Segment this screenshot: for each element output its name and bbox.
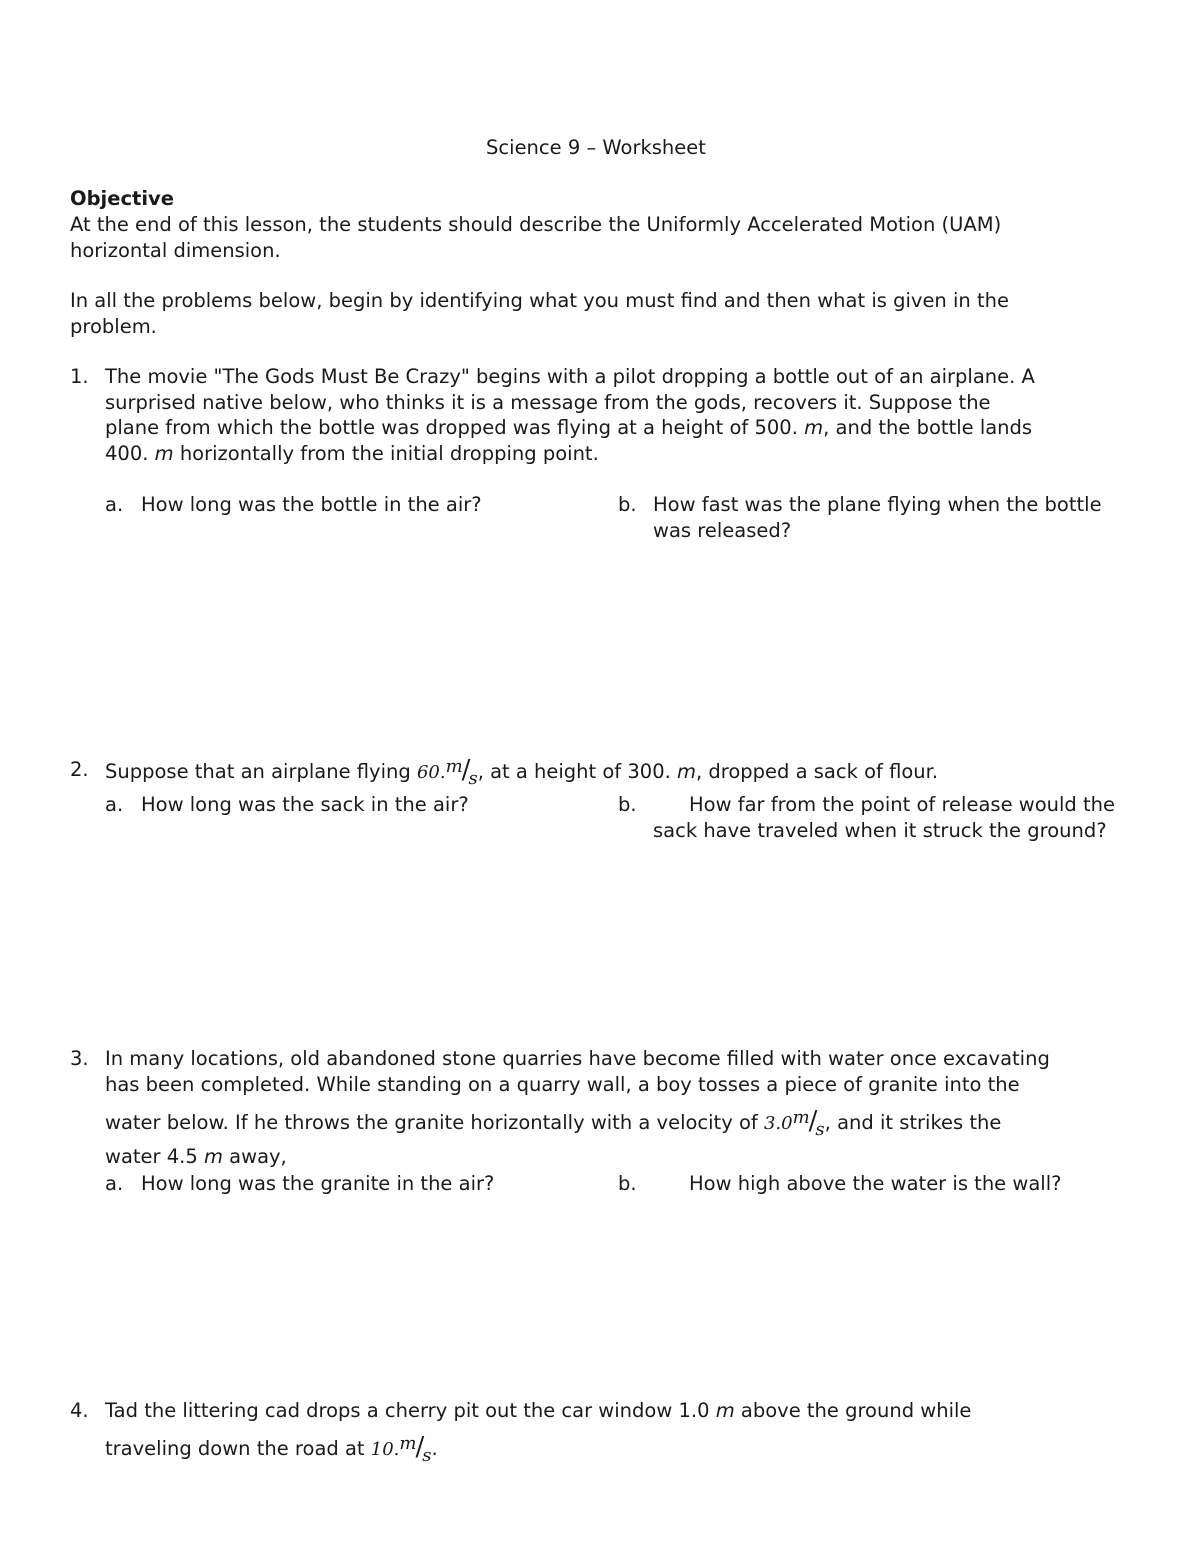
speed-value [763, 1106, 825, 1140]
unit-numerator: m [792, 1107, 810, 1128]
instructions-line-1: In all the problems below, begin by identifying what you must find and then what is given in the [70, 289, 1009, 312]
text: Suppose that an airplane flying [105, 760, 417, 783]
question-1-line-3 [105, 415, 1165, 441]
fraction-slash: / [808, 1106, 818, 1136]
number: 60. [416, 762, 446, 783]
unit-denominator: s [422, 1445, 432, 1466]
speed-value [370, 1432, 432, 1466]
text: . [431, 1437, 438, 1460]
sub-question-label: a. [105, 1172, 124, 1195]
objective-line-1: At the end of this lesson, the students should describe the Uniformly Accelerated Motion (UAM) [70, 213, 1002, 236]
question-4-line-1 [105, 1398, 1165, 1424]
question-3b-text: How high above the water is the wall? [689, 1172, 1062, 1195]
question-3-line-1: In many locations, old abandoned stone quarries have become filled with water once excavating [105, 1047, 1050, 1070]
unit: m [677, 760, 696, 783]
question-3-line-2: has been completed. While standing on a quarry wall, a boy tosses a piece of granite into the [105, 1073, 1020, 1096]
question-number: 1. [70, 365, 89, 388]
sub-question-label: a. [105, 493, 124, 516]
question-2a-text: How long was the sack in the air? [141, 793, 469, 816]
question-2b-line-1: How far from the point of release would the [689, 793, 1116, 816]
unit: m [203, 1145, 223, 1168]
number: 3.0 [763, 1113, 793, 1134]
text: , at a height of 300. [477, 760, 677, 783]
question-1-line-1: The movie "The Gods Must Be Crazy" begins with a pilot dropping a bottle out of an airplane. A [105, 365, 1035, 388]
question-3-line-3 [105, 1106, 1165, 1140]
unit: m [154, 442, 174, 465]
text: , dropped a sack of flour. [696, 760, 939, 783]
sub-question-label: b. [618, 1172, 637, 1195]
sub-question-label: b. [618, 493, 637, 516]
page-title: Science 9 – Worksheet [486, 136, 706, 159]
sub-question-label: a. [105, 793, 124, 816]
fraction-slash: / [415, 1432, 425, 1462]
text: above the ground while [734, 1399, 972, 1422]
objective-heading: Objective [70, 187, 174, 210]
objective-line-2: horizontal dimension. [70, 239, 281, 262]
text: 400. [105, 442, 155, 465]
text: plane from which the bottle was dropped was flying at a height of 500. [105, 416, 805, 439]
question-3-line-4 [105, 1144, 1165, 1170]
question-1-line-2: surprised native below, who thinks it is a message from the gods, recovers it. Suppose the [105, 391, 991, 414]
question-number: 4. [70, 1399, 89, 1422]
text: Tad the littering cad drops a cherry pit out the car window 1.0 [105, 1399, 716, 1422]
unit: m [715, 1399, 735, 1422]
question-number: 2. [70, 758, 89, 781]
question-2b-line-2: sack have traveled when it struck the ground? [653, 819, 1107, 842]
instructions-line-2: problem. [70, 315, 157, 338]
question-4-line-2 [105, 1432, 1165, 1466]
text: traveling down the road at [105, 1437, 371, 1460]
text: water below. If he throws the granite horizontally with a velocity of [105, 1111, 764, 1134]
question-1-line-4 [105, 441, 1165, 467]
question-1a-text: How long was the bottle in the air? [141, 493, 482, 516]
question-1b-line-1: How fast was the plane flying when the bottle [653, 493, 1102, 516]
speed-value [416, 755, 478, 789]
text: away, [222, 1145, 287, 1168]
unit-denominator: s [815, 1119, 825, 1140]
question-1b-line-2: was released? [653, 519, 792, 542]
question-2-line-1 [105, 755, 1165, 789]
question-3a-text: How long was the granite in the air? [141, 1172, 495, 1195]
text: horizontally from the initial dropping point. [173, 442, 599, 465]
sub-question-label: b. [618, 793, 637, 816]
text: water 4.5 [105, 1145, 204, 1168]
unit: m [804, 416, 824, 439]
text: , and the bottle lands [823, 416, 1033, 439]
question-number: 3. [70, 1047, 89, 1070]
text: , and it strikes the [824, 1111, 1002, 1134]
number: 10. [370, 1439, 400, 1460]
unit-denominator: s [468, 768, 478, 789]
unit-numerator: m [445, 756, 463, 777]
unit-numerator: m [399, 1433, 417, 1454]
fraction-slash: / [461, 755, 471, 785]
